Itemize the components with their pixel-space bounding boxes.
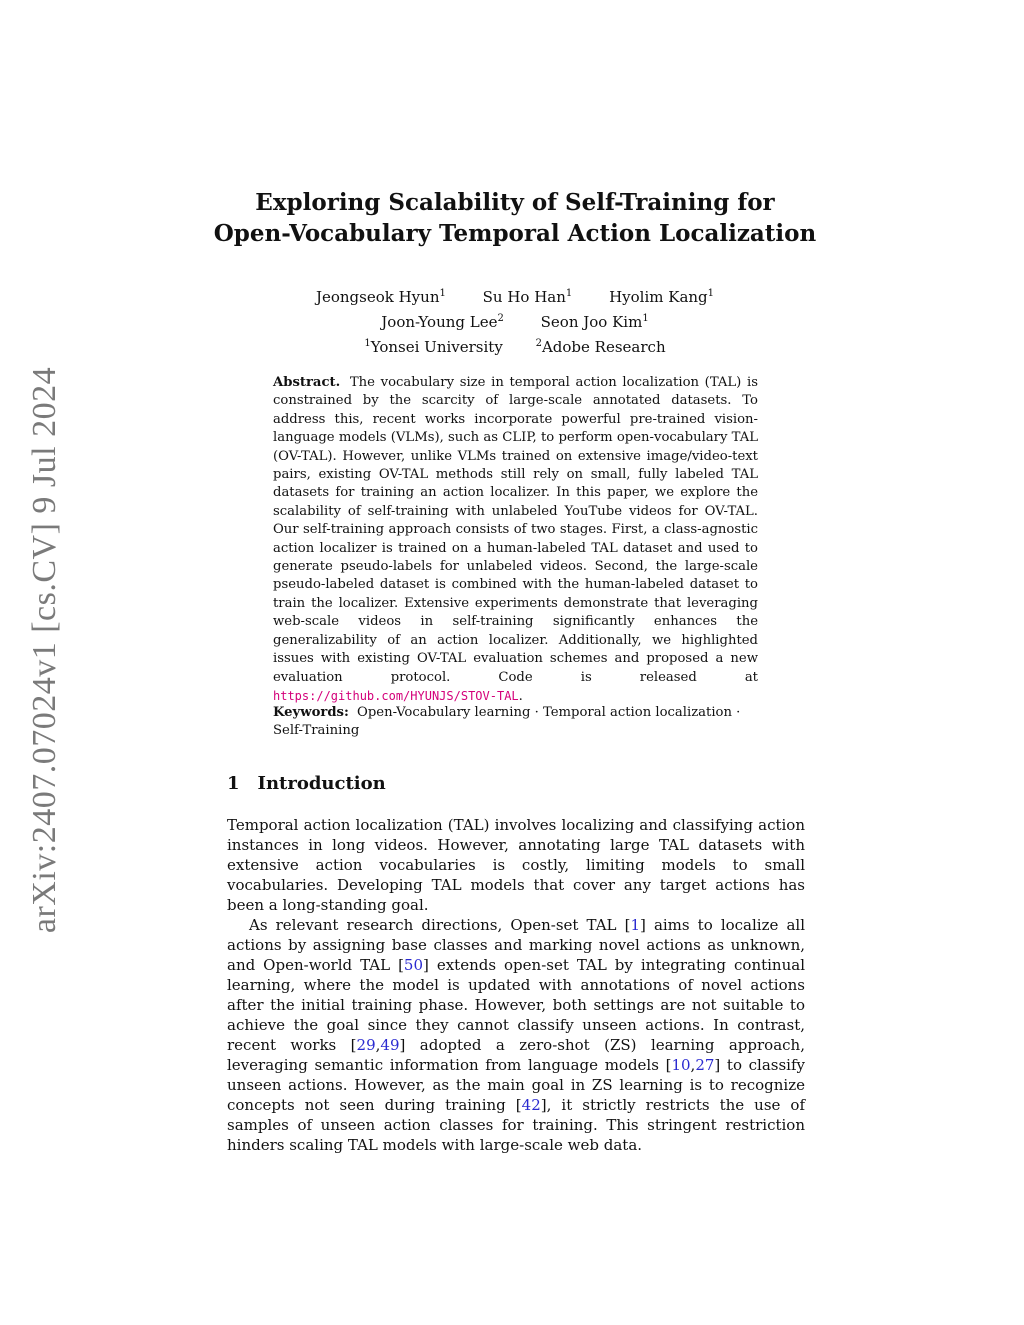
arxiv-identifier-stamp: [18, 366, 72, 934]
citation-link[interactable]: 49: [380, 1036, 400, 1054]
paragraph-2: As relevant research directions, Open-set TAL [1] aims to localize all actions by assigning base classes and marking novel actions as unknown, and Open-world TAL [50] extends open-set TAL by integrating continual learning, where the model is updated with annotations of novel actions after the initial training phase. However, both settings are not suitable to achieve the goal since they cannot classify unseen actions. In contrast, recent works [29,49] adopted a zero-shot (ZS) learning approach, leveraging semantic information from language models [10,27] to classify unseen actions. However, as the main goal in ZS learning is to recognize concepts not seen during training [42], it strictly restricts the use of samples of unseen action classes for training. This stringent restriction hinders scaling TAL models with large-scale web data.: [227, 916, 806, 1154]
affiliation: $^1$Yonsei University: [364, 338, 503, 356]
code-repository-link[interactable]: https://github.com/HYUNJS/STOV-TAL: [273, 688, 519, 703]
section-title: Introduction: [257, 773, 386, 794]
abstract: [273, 374, 758, 706]
abstract-label: Abstract.: [273, 375, 341, 390]
author: Hyolim Kang$^1$: [609, 288, 715, 306]
author: Seon Joo Kim$^1$: [540, 313, 649, 331]
keywords-text: Open-Vocabulary learning · Temporal action localization · Self-Training: [273, 705, 741, 739]
section-number: 1: [227, 773, 240, 794]
author-list: [200, 283, 830, 333]
keywords: [273, 704, 758, 741]
citation-link[interactable]: 42: [521, 1096, 541, 1114]
abstract-end: .: [518, 688, 523, 704]
author-row-2: [200, 308, 830, 333]
citation-link[interactable]: 29: [356, 1036, 376, 1054]
title-line-2: Open-Vocabulary Temporal Action Localization: [213, 220, 817, 247]
citation-link[interactable]: 27: [695, 1056, 715, 1074]
author: Jeongseok Hyun$^1$: [315, 288, 446, 306]
citation-link[interactable]: 10: [671, 1056, 691, 1074]
paper-title: [200, 187, 830, 249]
abstract-text: The vocabulary size in temporal action localization (TAL) is constrained by the scarcity of large-scale annotated datasets. To address this, recent works incorporate powerful pre-trained vision-language models (VLMs), such as CLIP, to perform open-vocabulary TAL (OV-TAL). However, unlike VLMs trained on extensive image/video-text pairs, existing OV-TAL methods still rely on small, fully labeled TAL datasets for training an action localizer. In this paper, we explore the scalability of self-training with unlabeled YouTube videos for OV-TAL. Our self-training approach consists of two stages. First, a class-agnostic action localizer is trained on a human-labeled TAL dataset and used to generate pseudo-labels for unlabeled videos. Second, the large-scale pseudo-labeled dataset is combined with the human-labeled dataset to train the localizer. Extensive experiments demonstrate that leveraging web-scale videos in self-training significantly enhances the generalizability of an action localizer. Additionally, we highlighted issues with existing OV-TAL evaluation schemes and proposed a new evaluation protocol. Code is released at: [273, 375, 758, 685]
arxiv-id-text: arXiv:2407.07024v1 [cs.CV] 9 Jul 2024: [26, 366, 63, 934]
introduction-body: [227, 815, 805, 1155]
paragraph-1: Temporal action localization (TAL) involves localizing and classifying action instances in long videos. However, annotating large TAL datasets with extensive action vocabularies is costly, limiting models to small vocabularies. Developing TAL models that cover any target actions has been a long-standing goal.: [227, 816, 805, 914]
keywords-label: Keywords:: [273, 705, 349, 720]
author-row-1: [200, 283, 830, 308]
citation-link[interactable]: 50: [403, 956, 424, 974]
affiliation: $^2$Adobe Research: [535, 338, 666, 356]
title-line-1: Exploring Scalability of Self-Training for: [255, 189, 775, 216]
affiliation-list: [200, 333, 830, 358]
author: Su Ho Han$^1$: [482, 288, 573, 306]
section-heading-introduction: [227, 772, 386, 796]
author: Joon-Young Lee$^2$: [381, 313, 504, 331]
citation-link[interactable]: 1: [630, 916, 640, 934]
